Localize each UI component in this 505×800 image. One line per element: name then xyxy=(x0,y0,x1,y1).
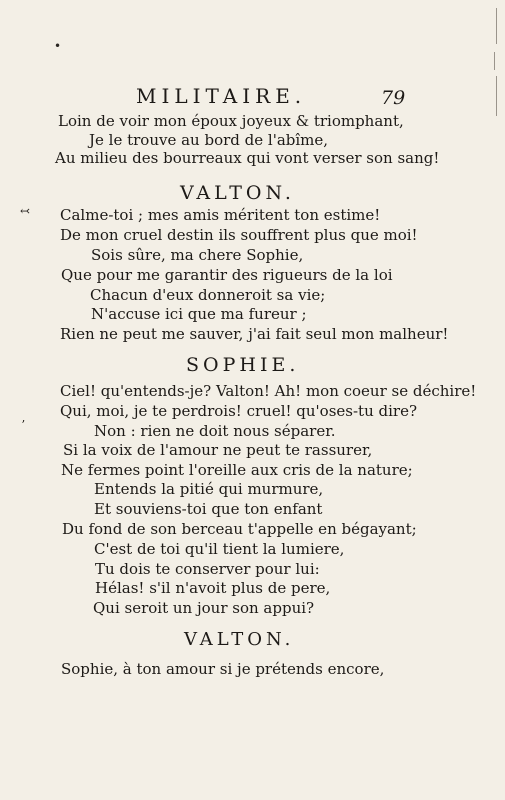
verse-line: Calme-toi ; mes amis méritent ton estime! xyxy=(60,206,381,224)
verse-line: Chacun d'eux donneroit sa vie; xyxy=(90,286,326,304)
edge-marks xyxy=(489,8,497,128)
verse-line: Si la voix de l'amour ne peut te rassurer, xyxy=(63,441,373,459)
margin-mark: ʼ xyxy=(21,418,25,432)
margin-mark: • xyxy=(54,39,62,53)
speaker-heading: VALTON. xyxy=(180,182,295,204)
verse-line: Du fond de son berceau t'appelle en bégayant; xyxy=(62,520,417,538)
verse-line: Rien ne peut me sauver, j'ai fait seul mon malheur! xyxy=(60,325,449,343)
verse-line: Que pour me garantir des rigueurs de la loi xyxy=(61,266,393,284)
running-title: MILITAIRE. xyxy=(136,84,307,108)
verse-line: Qui, moi, je te perdrois! cruel! qu'oses-tu dire? xyxy=(60,402,417,420)
verse-line: De mon cruel destin ils souffrent plus que moi! xyxy=(60,226,418,244)
page-number: 79 xyxy=(381,87,406,109)
verse-line: Non : rien ne doit nous séparer. xyxy=(94,422,336,440)
verse-line: Loin de voir mon époux joyeux & triomphant, xyxy=(58,112,404,130)
verse-line: Hélas! s'il n'avoit plus de pere, xyxy=(95,579,331,597)
verse-line: Ne fermes point l'oreille aux cris de la nature; xyxy=(61,461,413,479)
verse-line: Tu dois te conserver pour lui: xyxy=(95,560,320,578)
verse-line: C'est de toi qu'il tient la lumiere, xyxy=(94,540,345,558)
verse-line: Sophie, à ton amour si je prétends encore, xyxy=(61,660,385,678)
verse-line: Qui seroit un jour son appui? xyxy=(93,599,315,617)
verse-line: Sois sûre, ma chere Sophie, xyxy=(91,246,304,264)
margin-mark: ↢ xyxy=(20,204,31,218)
verse-line: Je le trouve au bord de l'abîme, xyxy=(89,131,329,149)
verse-line: Entends la pitié qui murmure, xyxy=(94,480,324,498)
speaker-heading: SOPHIE. xyxy=(186,354,300,376)
verse-line: N'accuse ici que ma fureur ; xyxy=(91,305,307,323)
speaker-heading: VALTON. xyxy=(184,629,295,650)
verse-line: Au milieu des bourreaux qui vont verser son sang! xyxy=(55,149,440,167)
verse-line: Et souviens-toi que ton enfant xyxy=(94,500,323,518)
verse-line: Ciel! qu'entends-je? Valton! Ah! mon coeur se déchire! xyxy=(60,382,477,400)
